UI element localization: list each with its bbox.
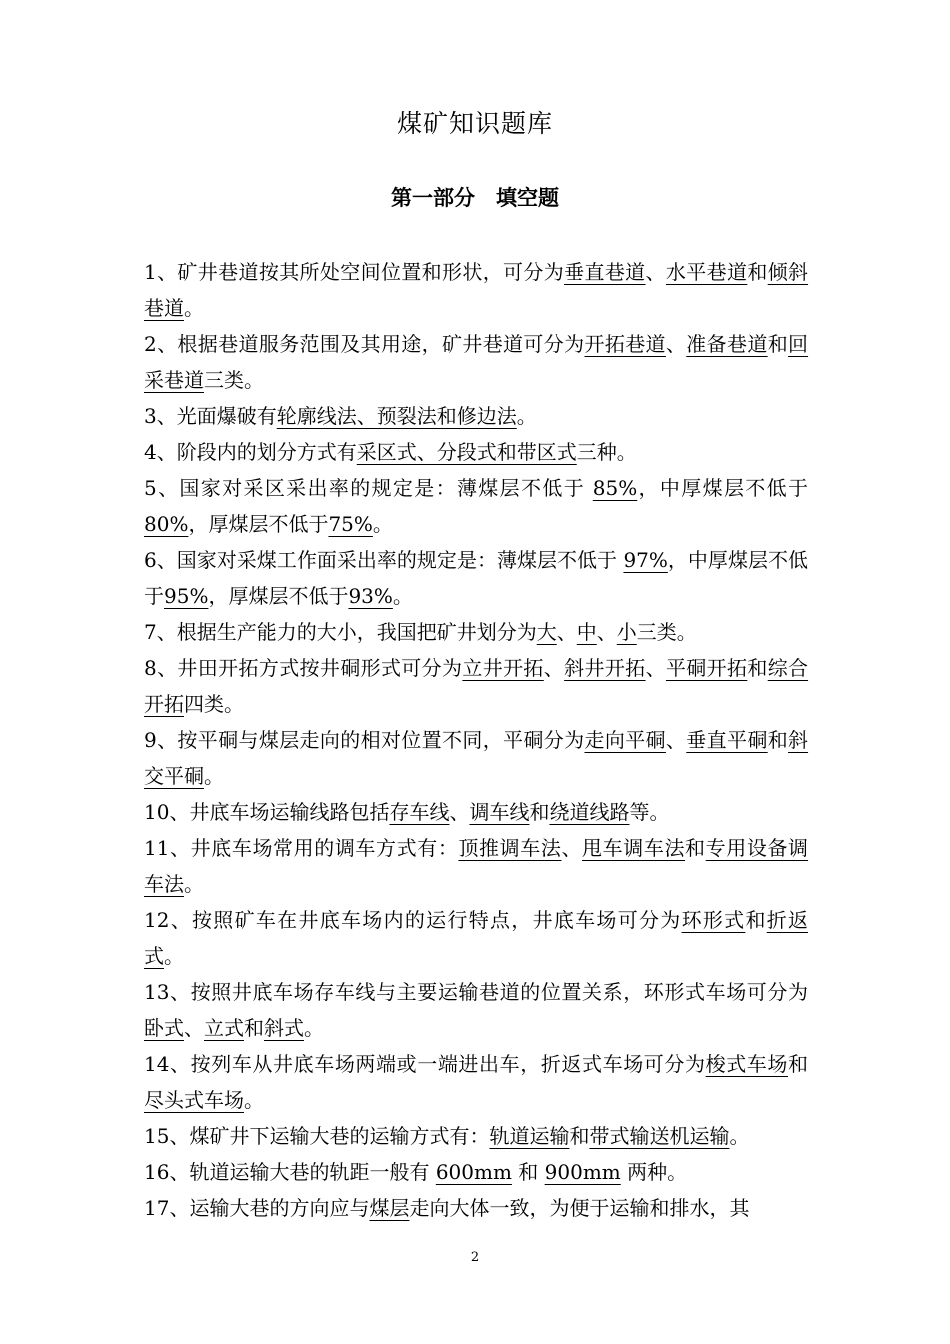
question-text: ，厚煤层不低于 <box>188 512 329 536</box>
question-item <box>144 254 808 326</box>
question-text: 和 <box>569 1124 590 1148</box>
question-text: ，中厚煤层不低于 <box>637 476 808 500</box>
question-list <box>144 254 808 1226</box>
question-item <box>144 830 808 902</box>
answer-blank: 93% <box>348 584 393 608</box>
question-text: 。 <box>204 764 224 788</box>
answer-blank: 600mm <box>435 1160 512 1184</box>
page-number: 2 <box>470 1250 480 1265</box>
answer-blank: 平硐开拓 <box>665 656 748 680</box>
question-text: 三类。 <box>204 368 264 392</box>
answer-blank: 斜井开拓 <box>564 656 646 680</box>
question-text: 15、煤矿井下运输大巷的运输方式有： <box>144 1124 490 1148</box>
answer-blank: 900mm <box>544 1160 621 1184</box>
question-text: 。 <box>164 944 184 968</box>
question-text: 、 <box>645 260 666 284</box>
question-text: 三类。 <box>636 620 697 644</box>
question-item <box>144 1118 808 1154</box>
answer-blank: 95% <box>164 584 209 608</box>
answer-blank: 85% <box>592 476 638 500</box>
answer-blank: 专用设备调车法 <box>144 836 809 896</box>
answer-blank: 甩车调车法 <box>582 836 686 860</box>
question-text: 和 <box>767 332 789 356</box>
question-text: 和 <box>788 1052 809 1076</box>
question-text: 12、按照矿车在井底车场内的运行特点，井底车场可分为 <box>144 908 682 932</box>
answer-blank: 梭式车场 <box>705 1052 789 1076</box>
answer-blank: 垂直平硐 <box>686 728 768 752</box>
answer-blank: 顶推调车法 <box>458 836 562 860</box>
answer-blank: 开拓巷道 <box>584 332 666 356</box>
question-text: 和 <box>685 836 706 860</box>
question-text: 两种。 <box>620 1160 688 1184</box>
answer-blank: 环形式 <box>681 908 746 932</box>
question-text: 3、光面爆破有 <box>144 404 277 428</box>
question-item <box>144 794 808 830</box>
answer-blank: 水平巷道 <box>665 260 748 284</box>
question-text: 、 <box>645 656 666 680</box>
question-item <box>144 650 808 722</box>
question-text: 16、轨道运输大巷的轨距一般有 <box>144 1160 436 1184</box>
question-text: 14、按列车从井底车场两端或一端进出车，折返式车场可分为 <box>144 1052 706 1076</box>
question-text: 2、根据巷道服务范围及其用途，矿井巷道可分为 <box>144 332 585 356</box>
question-text: 10、井底车场运输线路包括 <box>144 800 390 824</box>
answer-blank: 尽头式车场 <box>144 1088 244 1112</box>
question-text: 和 <box>747 656 768 680</box>
question-text: 5、国家对采区采出率的规定是：薄煤层不低于 <box>144 476 593 500</box>
document-title: 煤矿知识题库 <box>396 109 553 138</box>
question-text: 。 <box>372 512 393 536</box>
section-title: 第一部分 填空题 <box>391 186 559 210</box>
answer-blank: 存车线 <box>389 800 450 824</box>
question-text: 和 <box>511 1160 545 1184</box>
question-item <box>144 1154 808 1190</box>
question-text: 。 <box>184 296 204 320</box>
answer-blank: 垂直巷道 <box>564 260 646 284</box>
question-item <box>144 614 808 650</box>
answer-blank: 带式输送机运输 <box>589 1124 730 1148</box>
answer-blank: 轨道运输 <box>489 1124 570 1148</box>
answer-blank: 折返式 <box>144 908 809 968</box>
answer-blank: 调车线 <box>469 800 530 824</box>
answer-blank: 准备巷道 <box>686 332 768 356</box>
answer-blank: 卧式 <box>144 1016 184 1040</box>
question-text: 、 <box>665 728 687 752</box>
question-text: 和 <box>244 1016 264 1040</box>
question-text: 4、阶段内的划分方式有 <box>144 440 357 464</box>
question-text: 17、运输大巷的方向应与 <box>144 1196 370 1220</box>
answer-blank: 小 <box>616 620 637 644</box>
question-text: 13、按照井底车场存车线与主要运输巷道的位置关系，环形式车场可分为 <box>144 980 808 1004</box>
answer-blank: 煤层 <box>369 1196 410 1220</box>
question-text: 。 <box>304 1016 324 1040</box>
question-text: 、 <box>184 1016 204 1040</box>
question-text: 和 <box>747 260 768 284</box>
question-text: 6、国家对采煤工作面采出率的规定是：薄煤层不低于 <box>144 548 624 572</box>
question-text: 和 <box>745 908 767 932</box>
question-text: ，厚煤层不低于 <box>208 584 349 608</box>
question-text: 走向大体一致，为便于运输和排水，其 <box>409 1196 750 1220</box>
question-text: 11、井底车场常用的调车方式有： <box>144 836 459 860</box>
question-item <box>144 1190 808 1226</box>
answer-blank: 斜交平硐 <box>144 728 809 788</box>
question-text: 1、矿井巷道按其所处空间位置和形状，可分为 <box>144 260 565 284</box>
question-text: 三种。 <box>576 440 637 464</box>
answer-blank: 斜式 <box>264 1016 304 1040</box>
question-text: 、 <box>596 620 617 644</box>
question-item <box>144 902 808 974</box>
question-text: 和 <box>529 800 550 824</box>
question-text: 7、根据生产能力的大小，我国把矿井划分为 <box>144 620 537 644</box>
question-text: 。 <box>516 404 537 428</box>
question-item <box>144 974 808 1046</box>
question-item <box>144 542 808 614</box>
answer-blank: 倾斜巷道 <box>144 260 809 320</box>
question-text: 四类。 <box>184 692 244 716</box>
question-item <box>144 434 808 470</box>
answer-blank: 轮廓线法、预裂法和修边法 <box>276 404 517 428</box>
answer-blank: 立式 <box>204 1016 244 1040</box>
question-text: ，中厚煤层不低于 <box>144 548 808 608</box>
answer-blank: 采区式、分段式和带区式 <box>356 440 577 464</box>
answer-blank: 立井开拓 <box>462 656 544 680</box>
question-item <box>144 398 808 434</box>
question-text: 、 <box>449 800 470 824</box>
question-text: 、 <box>561 836 583 860</box>
question-text: 9、按平硐与煤层走向的相对位置不同，平硐分为 <box>144 728 585 752</box>
question-item <box>144 1046 808 1118</box>
answer-blank: 75% <box>328 512 373 536</box>
question-text: 。 <box>392 584 413 608</box>
question-text: 等。 <box>629 800 670 824</box>
question-item <box>144 326 808 398</box>
answer-blank: 绕道线路 <box>549 800 630 824</box>
answer-blank: 大 <box>536 620 557 644</box>
answer-blank: 80% <box>144 512 189 536</box>
question-text: 、 <box>556 620 577 644</box>
question-text: 。 <box>729 1124 750 1148</box>
answer-blank: 综合开拓 <box>144 656 809 716</box>
answer-blank: 走向平硐 <box>584 728 666 752</box>
question-text: 、 <box>665 332 687 356</box>
answer-blank: 中 <box>576 620 597 644</box>
question-text: 、 <box>543 656 565 680</box>
answer-blank: 97% <box>623 548 668 572</box>
question-text: 8、井田开拓方式按井硐形式可分为 <box>144 656 463 680</box>
question-text: 。 <box>184 872 204 896</box>
question-item <box>144 722 808 794</box>
question-text: 。 <box>244 1088 264 1112</box>
answer-blank: 回采巷道 <box>144 332 809 392</box>
question-item <box>144 470 808 542</box>
question-text: 和 <box>767 728 789 752</box>
